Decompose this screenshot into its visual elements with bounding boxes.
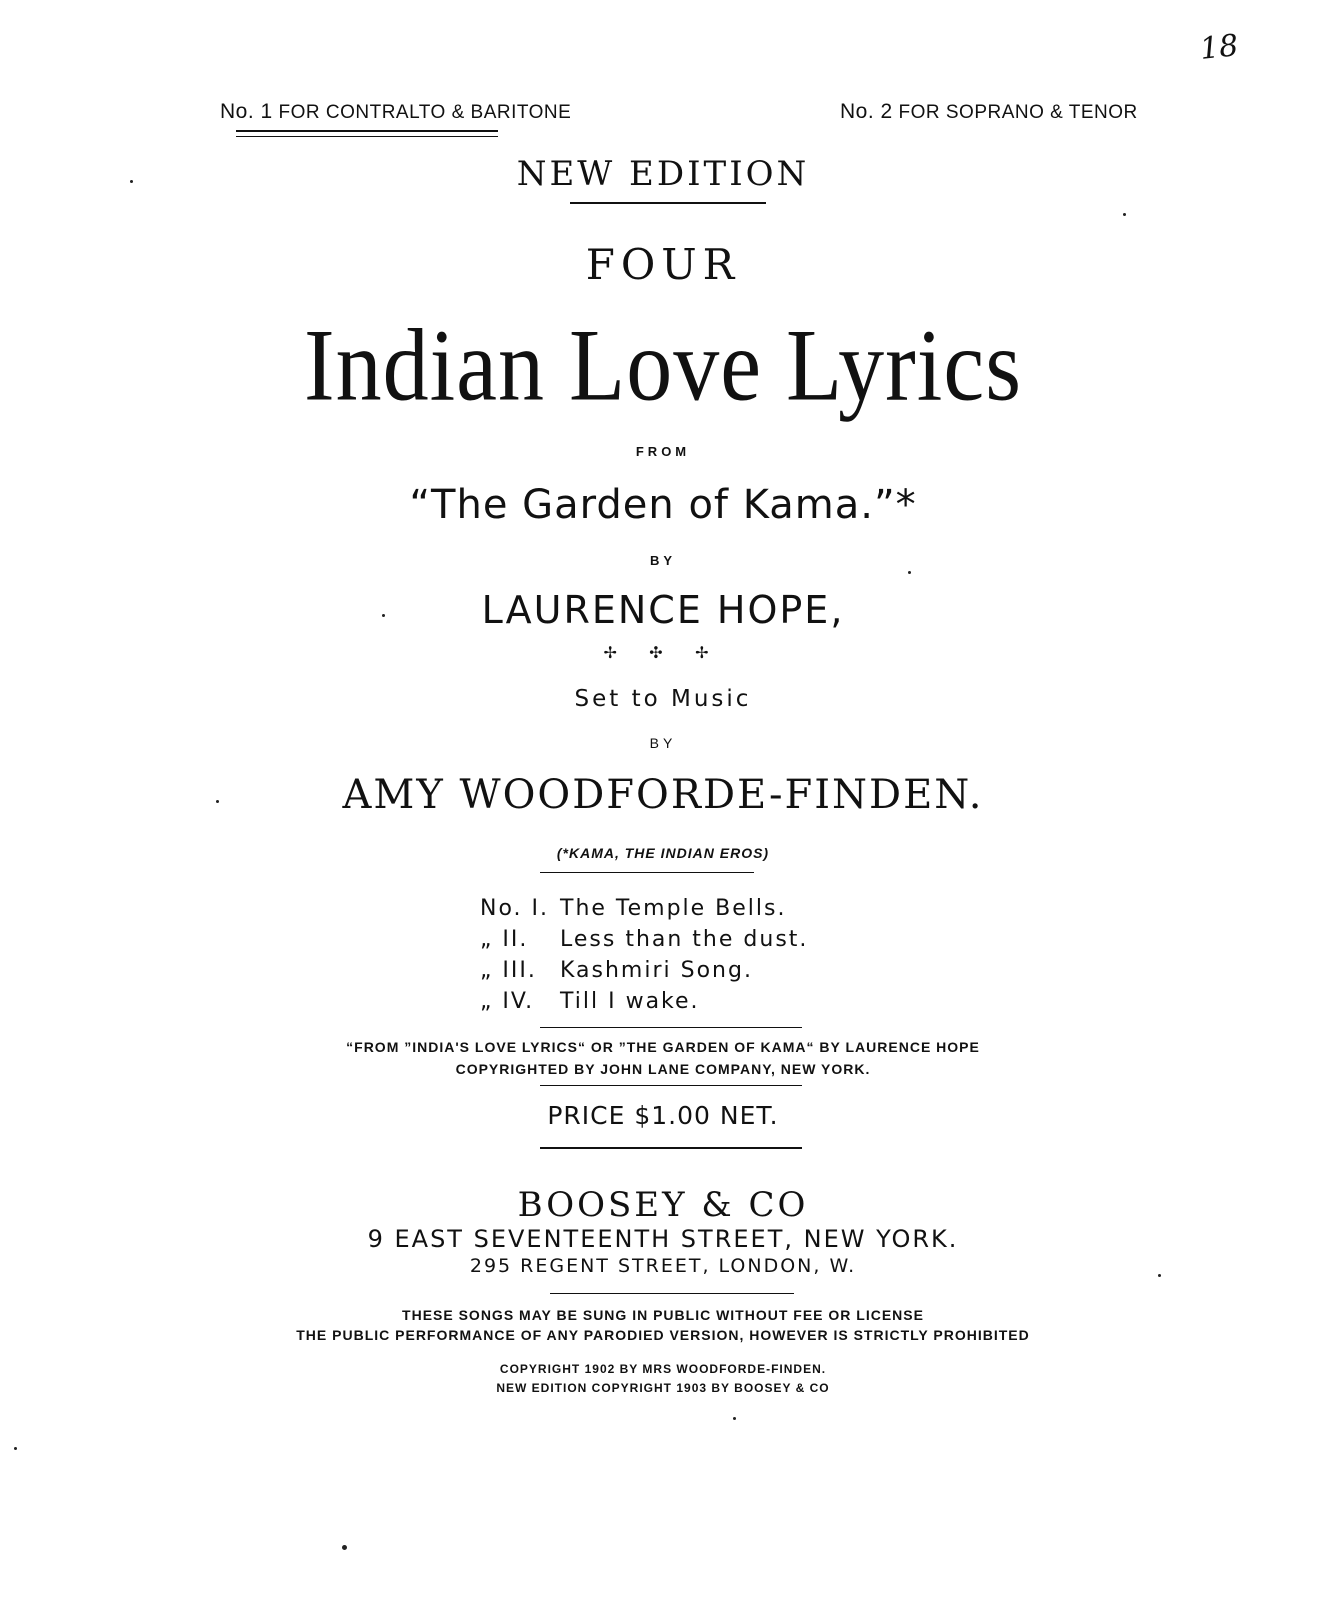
edition-label: NEW EDITION (516, 154, 810, 194)
edition-number: No. 2 (840, 100, 893, 123)
source-title: “The Garden of Kama.”* (409, 482, 917, 528)
divider-rule (540, 1147, 802, 1149)
voice-edition-contralto-baritone (220, 100, 571, 124)
by-label: BY (649, 553, 677, 568)
publisher-address-london: 295 REGENT STREET, LONDON, W. (469, 1255, 857, 1277)
license-line: THE PUBLIC PERFORMANCE OF ANY PARODIED VERSION, HOWEVER IS STRICTLY PROHIBITED (296, 1327, 1030, 1343)
list-item (480, 893, 808, 924)
list-item (480, 955, 808, 986)
footnote: (*KAMA, THE INDIAN EROS) (556, 845, 770, 861)
divider-rule (540, 1085, 802, 1086)
ornament-divider: ✢ ✣ ✢ (603, 645, 723, 662)
song-number: „ II. (480, 927, 529, 952)
song-number: „ III. (480, 958, 537, 983)
copyright-notes (0, 1360, 1326, 1398)
by-label: BY (649, 735, 677, 751)
divider-rule (540, 872, 754, 873)
author-name: LAURENCE HOPE, (481, 588, 845, 632)
scan-speck (342, 1545, 347, 1550)
underline-rule (236, 130, 498, 132)
scan-speck (908, 571, 911, 574)
scan-speck (1123, 213, 1126, 216)
divider-rule (540, 1027, 802, 1028)
license-notes (0, 1305, 1326, 1345)
license-line: THESE SONGS MAY BE SUNG IN PUBLIC WITHOUT FEE OR LICENSE (402, 1307, 924, 1323)
list-item (480, 924, 808, 955)
song-title: The Temple Bells. (560, 896, 787, 921)
copyright-source-line: “FROM ”INDIA'S LOVE LYRICS“ OR ”THE GARDEN OF KAMA“ BY LAURENCE HOPE (346, 1039, 980, 1055)
song-title: Kashmiri Song. (560, 958, 753, 983)
scan-speck (382, 614, 385, 617)
scan-speck (14, 1447, 17, 1450)
copyright-line: NEW EDITION COPYRIGHT 1903 BY BOOSEY & CO (496, 1381, 830, 1395)
song-title: Till I wake. (560, 989, 700, 1014)
publisher-address-ny: 9 EAST SEVENTEENTH STREET, NEW YORK. (367, 1225, 959, 1253)
song-title: Less than the dust. (560, 927, 809, 952)
edition-number: No. 1 (220, 100, 273, 123)
song-number: No. I. (480, 896, 549, 921)
publisher-name: BOOSEY & CO (517, 1185, 809, 1225)
scan-speck (130, 180, 133, 183)
voice-type: FOR CONTRALTO & BARITONE (278, 102, 572, 123)
voice-type: FOR SOPRANO & TENOR (898, 102, 1138, 123)
scan-speck (1158, 1274, 1161, 1277)
scan-speck (733, 1417, 736, 1420)
voice-edition-soprano-tenor (840, 100, 1138, 124)
divider-rule (550, 1293, 794, 1294)
title-count: FOUR (585, 240, 741, 289)
handwritten-note: 18 (1198, 28, 1240, 67)
copyright-line: COPYRIGHT 1902 BY MRS WOODFORDE-FINDEN. (499, 1362, 827, 1376)
list-item (480, 986, 808, 1017)
underline-rule (236, 136, 498, 137)
copyright-source-line: COPYRIGHTED BY JOHN LANE COMPANY, NEW YORK. (455, 1061, 871, 1077)
song-number: „ IV. (480, 989, 535, 1014)
page-title: Indian Love Lyrics (303, 307, 1023, 423)
copyright-source (0, 1036, 1326, 1080)
from-label: FROM (635, 444, 691, 459)
scan-speck (216, 800, 219, 803)
composer-name: AMY WOODFORDE-FINDEN. (342, 772, 984, 818)
price-label: PRICE $1.00 NET. (547, 1101, 779, 1130)
divider-rule (570, 202, 766, 204)
song-list (480, 893, 808, 1017)
set-to-music-label: Set to Music (574, 686, 752, 712)
